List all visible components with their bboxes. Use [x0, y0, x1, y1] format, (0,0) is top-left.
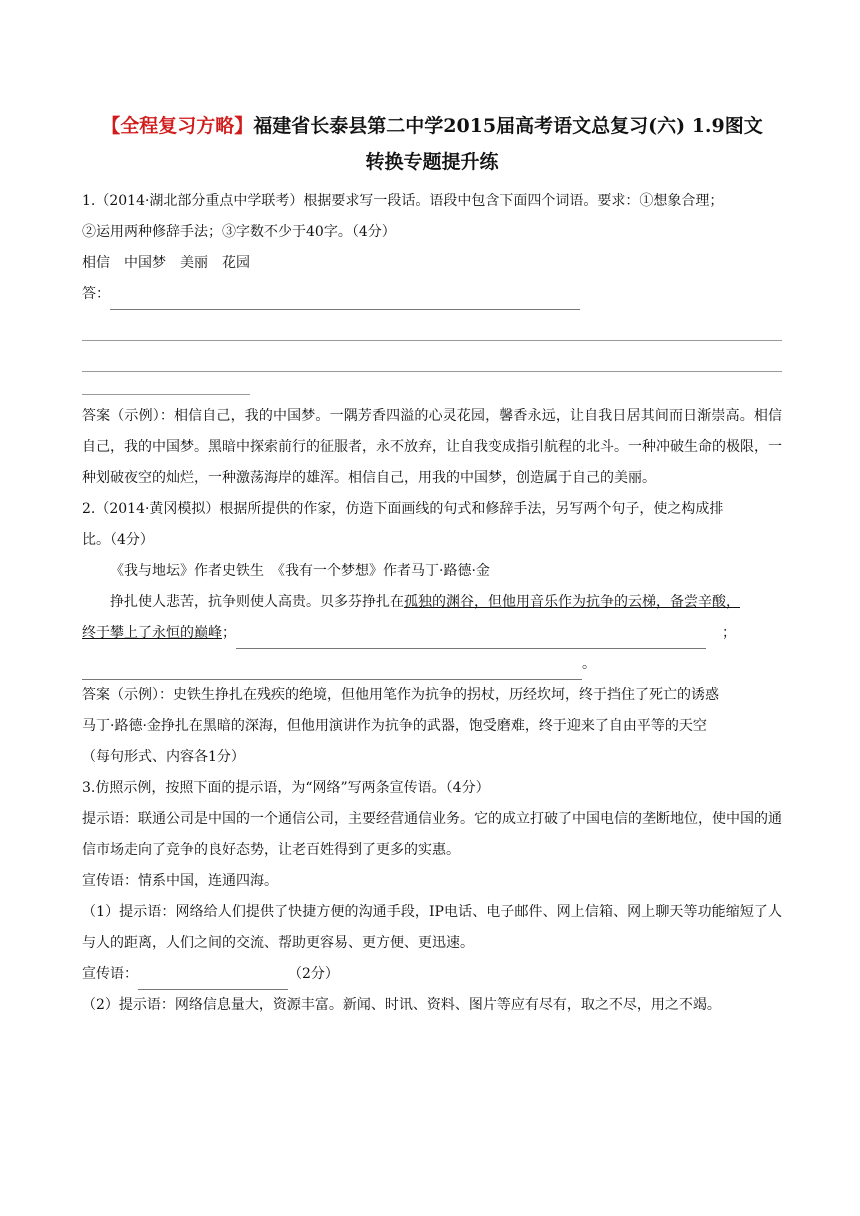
q1-words: 相信 中国梦 美丽 花园 [82, 255, 250, 271]
q2-sentence-line1 [82, 587, 782, 618]
q3-hint: 提示语：联通公司是中国的一个通信公司，主要经营通信业务。它的成立打破了中国电信的垄断地位，使中国的通信市场走向了竞争的良好态势，让老百姓得到了更多的实惠。 [82, 811, 782, 858]
q2-semicolon-after-sentence: ； [222, 625, 236, 641]
q1-answer-rule-1[interactable] [82, 310, 782, 341]
q3-sub1-hint: （1）提示语：网络给人们提供了快捷方便的沟通手段，IP电话、电子邮件、网上信箱、网上聊天等功能缩短了人与人的距离，人们之间的交流、帮助更容易、更方便、更迅速。 [82, 904, 782, 951]
q2-sentence-line2 [82, 618, 782, 649]
q3-slogan-label: 宣传语： [82, 966, 138, 982]
title-brand: 【全程复习方略】 [101, 115, 254, 137]
q1-answer-label: 答： [82, 286, 110, 302]
q1-answer-text: 答案（示例）：相信自己，我的中国梦。一隅芳香四溢的心灵花园，馨香永远，让自我日居其间而日渐崇高。相信自己，我的中国梦。黑暗中探索前行的征服者，永不放弃，让自我变成指引航程的北斗。一种冲破生命的极限，一种划破夜空的灿烂，一种激荡海岸的雄浑。相信自己，用我的中国梦，创造属于自己的美丽。 [82, 408, 782, 486]
q2-answer-blank-2[interactable] [82, 661, 582, 680]
q2-sentence-prefix: 挣扎使人悲苦，抗争则使人高贵。贝多芬挣扎在 [110, 594, 404, 610]
q2-authors: 《我与地坛》作者史铁生 《我有一个梦想》作者马丁·路德·金 [110, 563, 490, 579]
q3-prompt: 3.仿照示例，按照下面的提示语，为“网络”写两条宣传语。（4分） [82, 780, 490, 796]
q2-answer-line3: （每句形式、内容各1分） [82, 749, 245, 765]
q2-sentence-underlined-1: 孤独的渊谷，但他用音乐作为抗争的云梯，备尝辛酸， [404, 594, 740, 610]
q3-sub2-hint: （2）提示语：网络信息量大，资源丰富。新闻、时讯、资料、图片等应有尽有，取之不尽，用之不竭。 [82, 997, 721, 1013]
q2-answer-row-2 [82, 649, 782, 680]
q3-example: 宣传语：情系中国，连通四海。 [82, 873, 278, 889]
q3-slogan-blank[interactable] [138, 971, 288, 990]
title-line1: 福建省长泰县第二中学2015届高考语文总复习(六) 1.9图文 [253, 115, 763, 137]
q3-slogan-points: （2分） [288, 966, 339, 982]
q2-period-mark: 。 [582, 656, 596, 672]
q2-prompt-line1: 2.（2014·黄冈模拟）根据所提供的作家，仿造下面画线的句式和修辞手法，另写两个句子，使之构成排 [82, 501, 724, 517]
q1-answer-row [82, 279, 782, 310]
q2-answer-line2: 马丁·路德·金挣扎在黑暗的深海，但他用演讲作为抗争的武器，饱受磨难，终于迎来了自由平等的天空 [82, 718, 707, 734]
q2-prompt-line2: 比。（4分） [82, 532, 154, 548]
q1-answer-rule-2[interactable] [82, 341, 782, 372]
q1-answer-rule-3[interactable] [82, 372, 250, 395]
q1-answer-blank[interactable] [110, 291, 580, 310]
q3-slogan-row [82, 959, 782, 990]
q1-prompt-line1: 1.（2014·湖北部分重点中学联考）根据要求写一段话。语段中包含下面四个词语。要求：①想象合理； [82, 193, 724, 209]
q1-prompt-line2: ②运用两种修辞手法；③字数不少于40字。（4分） [82, 224, 396, 240]
q2-semicolon-after-blank: ； [722, 625, 736, 641]
q2-answer-blank-1[interactable] [236, 630, 706, 649]
q2-answer-line1: 答案（示例）：史铁生挣扎在残疾的绝境，但他用笔作为抗争的拐杖，历经坎坷，终于挡住了死亡的诱惑 [82, 687, 719, 703]
title-line2: 转换专题提升练 [365, 151, 499, 173]
document-title [82, 108, 782, 180]
q2-sentence-underlined-2: 终于攀上了永恒的巅峰 [82, 625, 222, 641]
